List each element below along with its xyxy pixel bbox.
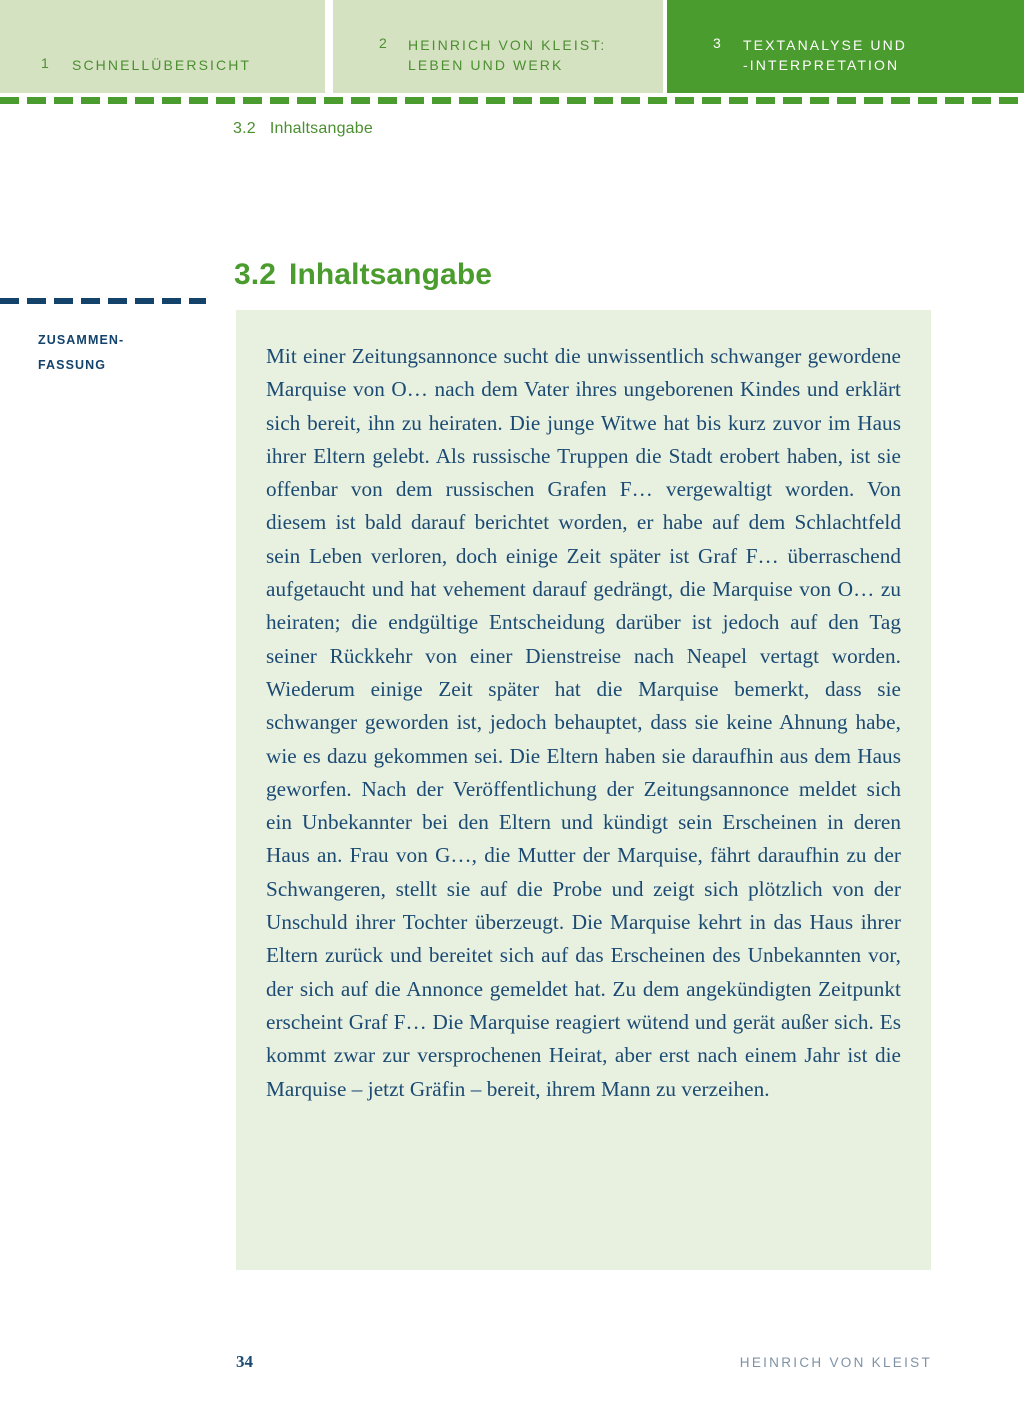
chapter-tab-2-number: 2 (379, 35, 388, 51)
tab-divider-1 (325, 0, 333, 93)
summary-box (236, 310, 931, 1270)
breadcrumb-label: Inhaltsangabe (269, 120, 373, 137)
chapter-tab-2-label-line1: HEINRICH VON KLEIST: (408, 37, 607, 53)
chapter-tab-1-label: SCHNELLÜBERSICHT (72, 57, 252, 73)
breadcrumb (233, 120, 373, 138)
summary-text: Mit einer Zeitungsannonce sucht die unwissentlich schwanger gewordene Marquise von O… nach dem Vater ihres ungeborenen Kindes und erklärt sich bereit, ihn zu heiraten. Die junge Witwe hat bis kurz zuvor im Haus ihrer Eltern gelebt. Als russische Truppen die Stadt erobert haben, ist sie offenbar von dem russischen Grafen F… vergewaltigt worden. Von diesem ist bald darauf berichtet worden, er habe auf dem Schlachtfeld sein Leben verloren, doch einige Zeit später ist Graf F… überraschend aufgetaucht und hat vehement darauf gedrängt, die Marquise von O… zu heiraten; die endgültige Entscheidung darüber ist jedoch auf den Tag seiner Rückkehr von einer Dienstreise nach Neapel vertagt worden. Wiederum einige Zeit später hat die Marquise bemerkt, dass sie schwanger geworden ist, jedoch behauptet, dass sie keine Ahnung habe, wie es dazu gekommen sei. Die Eltern haben sie daraufhin aus dem Haus geworfen. Nach der Veröffentlichung der Zeitungsannonce meldet sich ein Unbekannter bei den Eltern und kündigt sein Erscheinen in deren Haus an. Frau von G…, die Mutter der Marquise, fährt daraufhin zu der Schwangeren, stellt sie auf die Probe und zeigt sich plötzlich von der Unschuld ihrer Tochter überzeugt. Die Marquise kehrt in das Haus ihrer Eltern zurück und bereitet sich auf das Erscheinen des Unbekannten vor, der sich auf die Annonce gemeldet hat. Zu dem angekündigten Zeitpunkt erscheint Graf F… Die Marquise reagiert wütend und gerät außer sich. Es kommt zwar zur versprochenen Heirat, aber erst nach einem Jahr ist die Marquise – jetzt Gräfin – bereit, ihrem Mann zu verzeihen. (266, 344, 901, 1101)
margin-note (0, 298, 210, 378)
chapter-tab-3-label (743, 35, 907, 75)
page-title-number: 3.2 (234, 258, 277, 292)
margin-note-label-line1: ZUSAMMEN- (38, 333, 125, 347)
page-title-label: Inhaltsangabe (289, 258, 493, 292)
chapter-tab-3-number: 3 (713, 35, 722, 51)
header-dashed-rule (0, 97, 1024, 104)
chapter-tab-2-label (408, 35, 606, 75)
margin-note-label-line2: FASSUNG (38, 358, 107, 372)
chapter-tab-1[interactable] (0, 0, 325, 93)
chapter-tab-3-label-line1: TEXTANALYSE UND (743, 37, 908, 53)
margin-note-label (38, 328, 210, 378)
chapter-tab-2-label-line2: LEBEN UND WERK (408, 57, 564, 73)
chapter-tab-2[interactable] (333, 0, 663, 93)
page-title (234, 258, 492, 292)
margin-note-dashed-rule (0, 298, 206, 304)
breadcrumb-number: 3.2 (233, 120, 256, 137)
footer-page-number: 34 (236, 1352, 253, 1371)
chapter-tab-bar (0, 0, 1024, 93)
chapter-tab-1-number: 1 (41, 55, 50, 71)
footer-book-title: HEINRICH VON KLEIST (739, 1355, 932, 1370)
page-footer (0, 1352, 1024, 1382)
chapter-tab-3-label-line2: -INTERPRETATION (743, 57, 900, 73)
chapter-tab-3-active[interactable] (667, 0, 1024, 93)
